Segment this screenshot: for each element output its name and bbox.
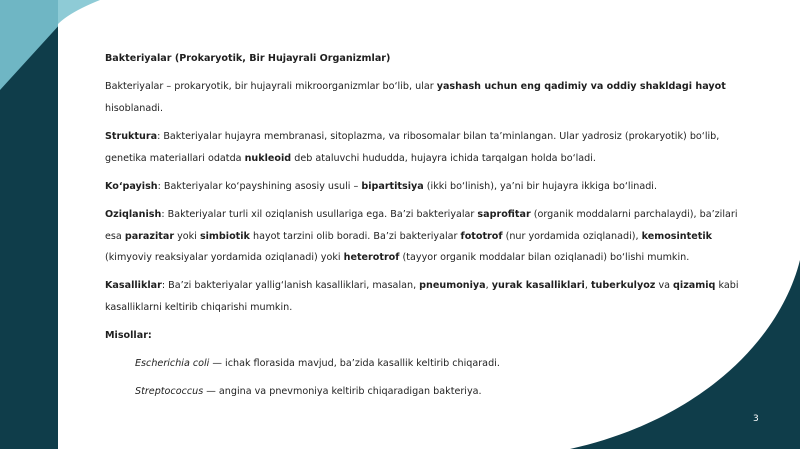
reproduction-paragraph: Ko‘payish: Bakteriyalar ko‘payshining asosiy usuli – bipartitsiya (ikki bo‘linish), ya’ni bir hujayra ikkiga bo‘linadi. — [105, 180, 658, 192]
example-item: Streptococcus — angina va pnevmoniya keltirib chiqaradigan bakteriya. — [135, 386, 482, 398]
slide-content — [105, 48, 745, 410]
page-number: 3 — [753, 414, 759, 424]
diseases-paragraph: Kasalliklar: Ba’zi bakteriyalar yallig‘lanish kasalliklari, masalan, pneumoniya, yurak kasalliklari, tuberkulyoz va qizamiq kabi kasalliklarni keltirib chiqarishi mumkin. — [105, 280, 739, 313]
examples-heading: Misollar: — [105, 330, 152, 342]
nutrition-paragraph: Oziqlanish: Bakteriyalar turli xil oziqlanish usullariga ega. Ba’zi bakteriyalar saprofitar (organik moddalarni parchalaydi), ba’zilari esa parazitar yoki simbiotik hayot tarzini olib boradi. Ba’zi bakteriyalar fototrof (nur yordamida oziqlanadi), kemosintetik (kimyoviy reaksiyalar yordamida oziqlanadi) yoki heterotrof (tayyor organik moddalar bilan oziqlanadi) bo‘lishi mumkin. — [105, 208, 738, 264]
structure-paragraph: Struktura: Bakteriyalar hujayra membranasi, sitoplazma, va ribosomalar bilan ta’minlangan. Ular yadrosiz (prokaryotik) bo‘lib, genetika materiallari odatda nukleoid deb ataluvchi hududda, hujayra ichida tarqalgan holda bo‘ladi. — [105, 130, 720, 164]
example-item: Escherichia coli — ichak florasida mavjud, ba’zida kasallik keltirib chiqaradi. — [135, 358, 500, 370]
intro-paragraph: Bakteriyalar – prokaryotik, bir hujayrali mikroorganizmlar bo‘lib, ular yashash uchun eng qadimiy va oddiy shakldagi hayot hisoblanadi. — [105, 81, 726, 114]
slide-title: Bakteriyalar (Prokaryotik, Bir Hujayrali Organizmlar) — [105, 53, 391, 64]
